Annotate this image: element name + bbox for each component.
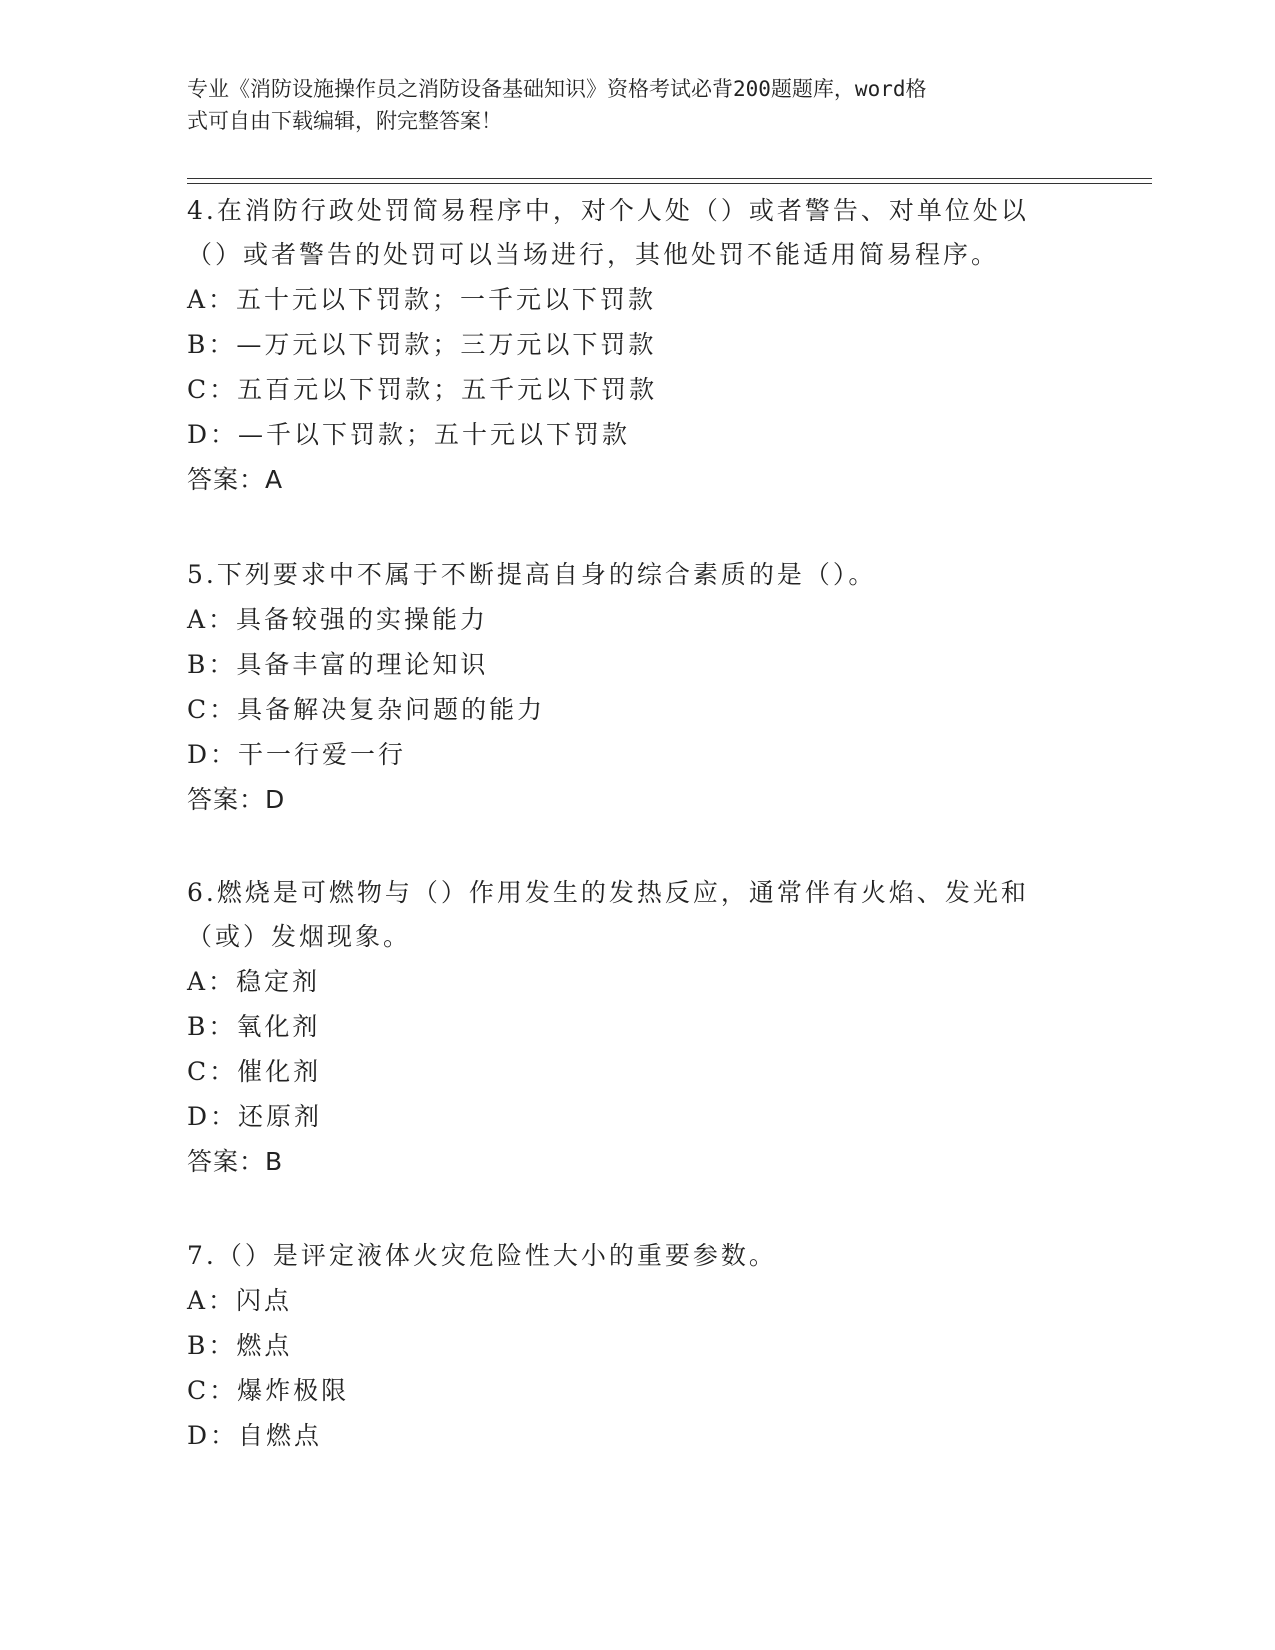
header-line-1: 专业《消防设施操作员之消防设备基础知识》资格考试必背200题题库，word格 (187, 77, 927, 101)
option-d: D：还原剂 (187, 1102, 323, 1131)
question-stem-line-2: （）或者警告的处罚可以当场进行，其他处罚不能适用简易程序。 (187, 240, 1000, 269)
option-a: A：具备较强的实操能力 (187, 605, 489, 634)
answer-line: 答案：A (187, 465, 284, 494)
option-d: D：干一行爱一行 (187, 740, 407, 769)
question-stem-line-1: 4.在消防行政处罚简易程序中，对个人处（）或者警告、对单位处以 (187, 196, 1029, 225)
question-stem-line-2: （或）发烟现象。 (187, 922, 412, 951)
question-stem-line-1: 7.（）是评定液体火灾危险性大小的重要参数。 (187, 1241, 777, 1270)
header-divider-bottom (187, 183, 1152, 184)
option-b: B：氧化剂 (187, 1012, 321, 1041)
question-stem-line-1: 6.燃烧是可燃物与（）作用发生的发热反应，通常伴有火焰、发光和 (187, 878, 1029, 907)
option-b: B：具备丰富的理论知识 (187, 650, 489, 679)
option-a: A：闪点 (187, 1286, 293, 1315)
option-c: C：五百元以下罚款；五千元以下罚款 (187, 375, 658, 404)
header-divider-top (187, 178, 1152, 179)
option-c: C：具备解决复杂问题的能力 (187, 695, 546, 724)
option-a: A：稳定剂 (187, 967, 321, 996)
option-c: C：催化剂 (187, 1057, 322, 1086)
answer-line: 答案：D (187, 785, 286, 814)
question-block (187, 553, 1077, 822)
question-stem-line-1: 5.下列要求中不属于不断提高自身的综合素质的是（）。 (187, 560, 877, 589)
question-block (187, 189, 1077, 502)
option-c: C：爆炸极限 (187, 1376, 350, 1405)
document-header (187, 73, 1067, 137)
option-b: B：—万元以下罚款；三万元以下罚款 (187, 330, 657, 359)
option-d: D：—千以下罚款；五十元以下罚款 (187, 420, 631, 449)
answer-line: 答案：B (187, 1147, 284, 1176)
option-d: D：自燃点 (187, 1421, 323, 1450)
question-block (187, 871, 1077, 1184)
option-a: A：五十元以下罚款；一千元以下罚款 (187, 285, 657, 314)
question-block (187, 1234, 1077, 1458)
option-b: B：燃点 (187, 1331, 293, 1360)
header-line-2: 式可自由下载编辑，附完整答案！ (187, 109, 502, 133)
